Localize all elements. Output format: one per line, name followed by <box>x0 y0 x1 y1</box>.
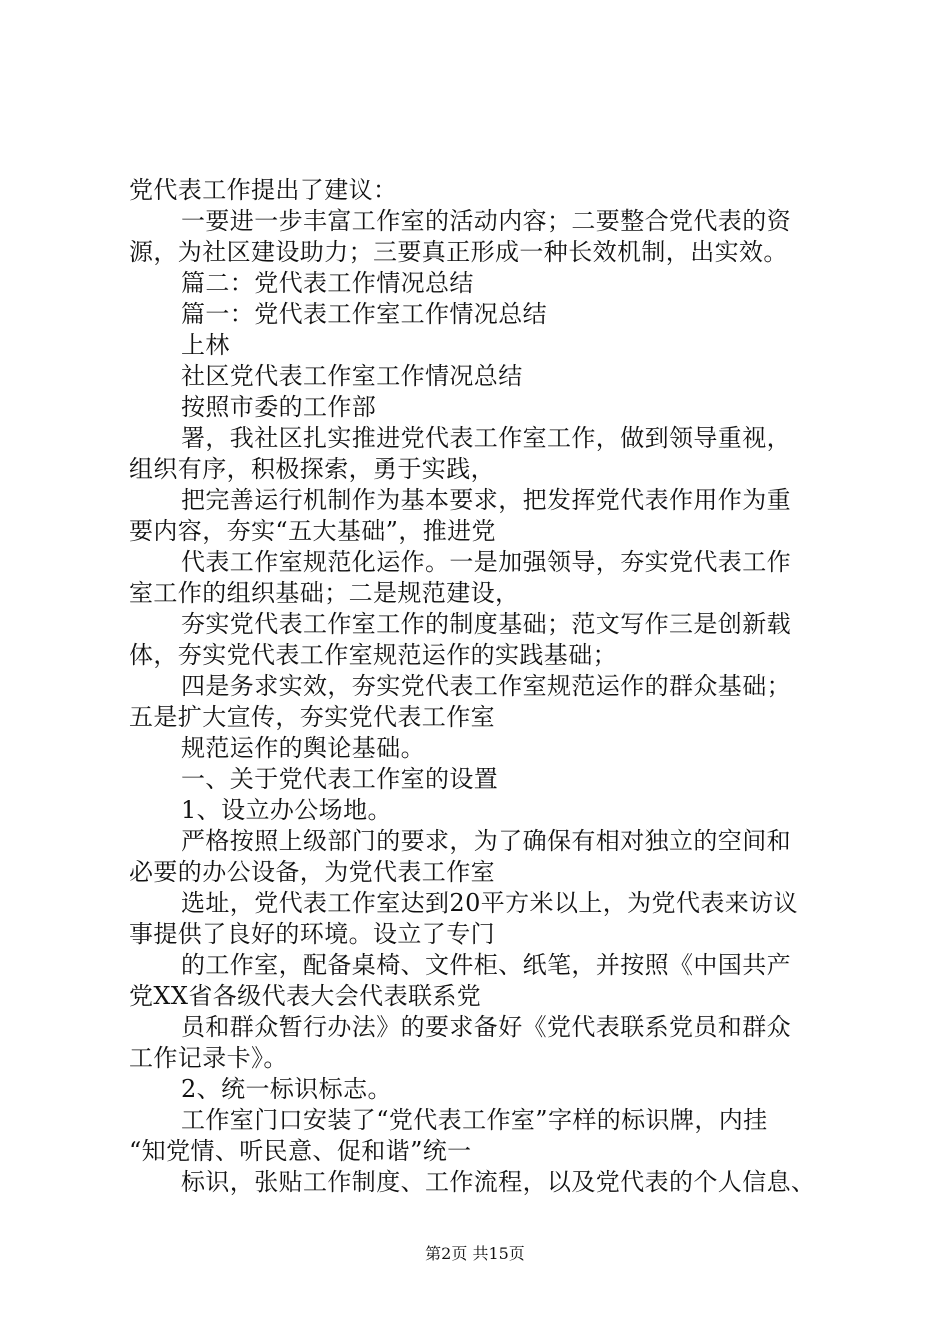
document-body <box>129 175 849 1198</box>
text-line: 工作记录卡》。 <box>129 1044 288 1072</box>
text-line: 五是扩大宣传，夯实党代表工作室 <box>129 703 495 731</box>
text-line: “知党情、听民意、促和谐”统一 <box>129 1137 472 1165</box>
text-line: 按照市委的工作部 <box>181 393 377 421</box>
text-line: 代表工作室规范化运作。一是加强领导，夯实党代表工作 <box>181 548 791 576</box>
text-line: 源，为社区建设助力；三要真正形成一种长效机制，出实效。 <box>129 238 788 266</box>
text-line: 员和群众暂行办法》的要求备好《党代表联系党员和群众 <box>181 1013 791 1041</box>
text-line: 组织有序，积极探索，勇于实践， <box>129 455 495 483</box>
text-line: 四是务求实效，夯实党代表工作室规范运作的群众基础； <box>181 672 791 700</box>
text-line: 标识，张贴工作制度、工作流程，以及党代表的个人信息、 <box>181 1168 816 1196</box>
text-line: 署，我社区扎实推进党代表工作室工作，做到领导重视， <box>181 424 791 452</box>
text-line: 2、统一标识标志。 <box>181 1075 392 1103</box>
text-line: 社区党代表工作室工作情况总结 <box>181 362 523 390</box>
text-line: 选址，党代表工作室达到20平方米以上，为党代表来访议 <box>181 889 798 917</box>
text-line: 篇一：党代表工作室工作情况总结 <box>181 300 547 328</box>
text-line: 篇二：党代表工作情况总结 <box>181 269 474 297</box>
text-line: 的工作室，配备桌椅、文件柜、纸笔，并按照《中国共产 <box>181 951 791 979</box>
text-line: 事提供了良好的环境。设立了专门 <box>129 920 495 948</box>
text-line: 把完善运行机制作为基本要求，把发挥党代表作用作为重 <box>181 486 791 514</box>
text-line: 夯实党代表工作室工作的制度基础；范文写作三是创新载 <box>181 610 791 638</box>
text-line: 一要进一步丰富工作室的活动内容；二要整合党代表的资 <box>181 207 791 235</box>
text-line: 一、关于党代表工作室的设置 <box>181 765 499 793</box>
text-line: 上林 <box>181 331 230 359</box>
text-line: 必要的办公设备，为党代表工作室 <box>129 858 495 886</box>
text-line: 1、设立办公场地。 <box>181 796 392 824</box>
text-line: 党XX省各级代表大会代表联系党 <box>129 982 482 1010</box>
text-line: 工作室门口安装了“党代表工作室”字样的标识牌，内挂 <box>181 1106 768 1134</box>
text-line: 体，夯实党代表工作室规范运作的实践基础； <box>129 641 617 669</box>
text-line: 严格按照上级部门的要求，为了确保有相对独立的空间和 <box>181 827 791 855</box>
text-line: 室工作的组织基础；二是规范建设， <box>129 579 520 607</box>
text-line: 党代表工作提出了建议： <box>129 176 398 204</box>
page-footer: 第2页 共15页 <box>425 1244 525 1263</box>
text-line: 要内容，夯实“五大基础”，推进党 <box>129 517 496 545</box>
text-line: 规范运作的舆论基础。 <box>181 734 425 762</box>
